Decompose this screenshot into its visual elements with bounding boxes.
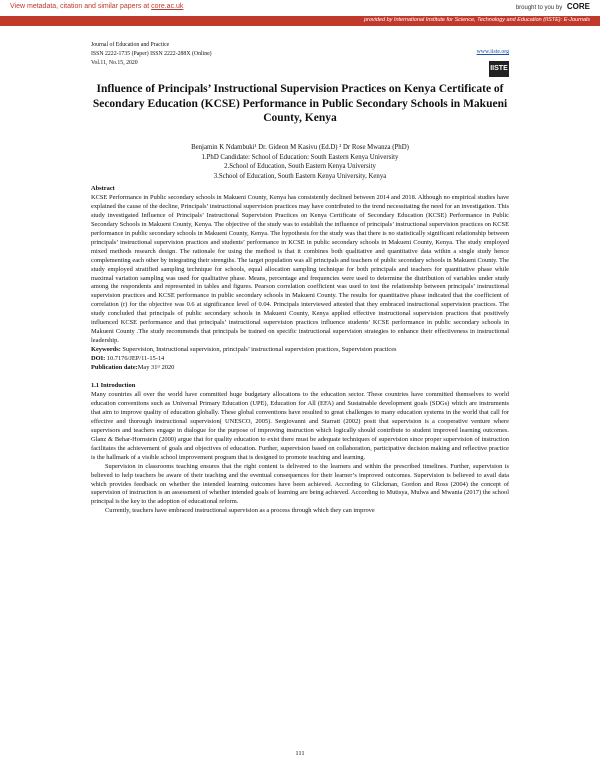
introduction-heading: 1.1 Introduction: [91, 382, 136, 390]
journal-header: [91, 41, 212, 68]
keywords-label: Keywords:: [91, 346, 121, 354]
keywords-line: [91, 346, 509, 355]
journal-name: Journal of Education and Practice: [91, 42, 170, 48]
doi-line: [91, 355, 509, 364]
pubdate-text: May 31ˢᵗ 2020: [137, 364, 175, 372]
provider-bar: [0, 16, 600, 26]
paper-title: Influence of Principals’ Instructional Supervision Practices on Kenya Certificate of Secondary Education (KCSE) Performance in Public Secondary Schools in Makueni County, Kenya: [92, 83, 508, 124]
affiliation-2: 2.School of Education, South Eastern Kenya University: [224, 163, 376, 170]
intro-paragraph-2: Supervision in classrooms teaching ensures that the right content is delivered to the learners and within the prescribed timelines. Further, supervision is believed to help teachers be aware of their teaching and the eventual consequences for their learner’s improved outcomes. Supervision is believed to avail data which provides feedback on whether the intended learning outcomes have been achieved. According to Glickman, Gordon and Ross (2004) the concept of supervision of instruction is an assessment of whether intended goals of learning are being achieved. According to Mutisya, Mulwa and Mwania (2017) the school principal is the key to the adoption of educational reform.: [91, 462, 509, 506]
pubdate-line: [91, 364, 509, 373]
core-metadata-text: View metadata, citation and similar papers at: [10, 3, 150, 10]
provider-text: provided by International Institute for Science, Technology and Education (IISTE): E-Journals: [363, 17, 590, 23]
paper-body: [91, 185, 509, 516]
core-link[interactable]: core.ac.uk: [151, 3, 184, 10]
author-names: Benjamin K Ndambuki¹ Dr. Gideon M Kasivu (Ed.D) ² Dr Rose Mwanza (PhD): [191, 144, 409, 151]
pubdate-label: Publication date:: [91, 364, 138, 372]
iiste-logo-icon: IISTE: [489, 61, 509, 77]
journal-issn: ISSN 2222-1735 (Paper) ISSN 2222-288X (Online): [91, 51, 212, 57]
doi-text[interactable]: 10.7176/JEP/11-15-14: [105, 355, 165, 363]
page-number: 111: [295, 750, 305, 757]
brought-by-text: brought to you by: [515, 5, 563, 11]
intro-paragraph-1: Many countries all over the world have committed huge budgetary allocations to the education sector. These countries have committed themselves to world education conventions such as Universal Primary Education (UPE), Education for All (EFA) and Sustainable development goals (SDGs) which are instruments that aim to improve quality of education globally. These global conventions have resulted to great challenges to many education systems in the world that call for effective and thorough instructional supervision( UNESCO, 2005). Sergiovanni and Starratt (2002) posit that supervision is a cooperative venture where supervisors and teachers engage in dialogue for the purpose of improving instruction which logically should contribute to student improved learning outcomes. Glanz & Behar-Hornstein (2000) argue that for quality education to exist there must be adequate techniques of supervision since proper supervision of instruction facilitates the achievement of goals and objectives of education. Further, supervision based on collaboration, participative decision making and reflective practice is the hallmark of a visible school improvement program that is designed to promote teaching and learning.: [91, 390, 509, 461]
brought-by-core[interactable]: [516, 2, 590, 11]
affiliation-3: 3.School of Education, South Eastern Kenya University, Kenya: [213, 172, 387, 180]
authors-block: [91, 143, 509, 181]
intro-paragraph-3: Currently, teachers have embraced instructional supervision as a process through which they can improve: [105, 507, 375, 515]
core-topbar: [0, 0, 600, 15]
doi-label: DOI:: [91, 355, 106, 363]
journal-header-right: [477, 40, 509, 77]
journal-url[interactable]: www.iiste.org: [476, 49, 509, 55]
affiliation-1: 1.PhD Candidate: School of Education: South Eastern Kenya University: [201, 153, 399, 161]
abstract-text: KCSE Performance in Public secondary schools in Makueni County, Kenya has consistently declined between 2014 and 2018. Although no empirical studies have explained the cause of the decline, Principals’ instructional supervision practices may have contributed to the trend necessitating the need for an investigation. This study investigated Influence of Principals’ Instructional Supervision Practices on Kenya Certificate of Secondary Education (KCSE) Performance in Public Secondary Schools in Makueni County, Kenya. The objective of the study was to establish the influence of principals’ instructional supervision practices on KCSE performance in public secondary schools in Makueni County, Kenya. The hypothesis for the study was that there is no statistically significant relationship between principals’ instructional supervision practices and students’ performance in KCSE in public secondary schools in Makueni County, Kenya. The study employed mixed methods research design. The rationale for using the method is that it combines both qualitative and quantitative data within a single study hence complementing each other by integrating their strengths. The target population was all principals and teachers of public secondary schools in Makueni County. The study employed stratified sampling technique for schools, equal allocation sampling technique for both principals and teachers for quantitative phase while maximal variation sampling was used for qualitative phase. Means, percentage and frequencies were used to determine the distribution of variables under study among the respondents and represented in tables and figures. Pearson correlation coefficient was used to test the relationship between principals’ instructional supervision practices and KCSE performance in public secondary schools in Makueni County. The results for quantitative phase indicated that the coefficient of correlation (r) for the objective was 0.6 at significance level of 0.04. Principals interviewed attested that they embraced instructional supervision practices. The study concluded that principals of public secondary schools in Makueni County, Kenya applied effective instructional supervision practices that positively influenced KCSE performance and that principals’ instructional supervision practices influence students’ KCSE performance in public secondary schools in Makueni County .The study recommends that principals be trained on specific instructional supervision strategies to enhance their effectiveness in instructional leadership.: [91, 193, 509, 345]
journal-volume: Vol.11, No.15, 2020: [91, 60, 138, 66]
core-logo: CORE: [566, 2, 590, 11]
abstract-heading: Abstract: [91, 185, 115, 192]
core-metadata-link-area: [10, 3, 183, 10]
keywords-text: Supervision, Instructional supervision, principals’ instructional supervision practices, Supervision practices: [120, 346, 397, 354]
